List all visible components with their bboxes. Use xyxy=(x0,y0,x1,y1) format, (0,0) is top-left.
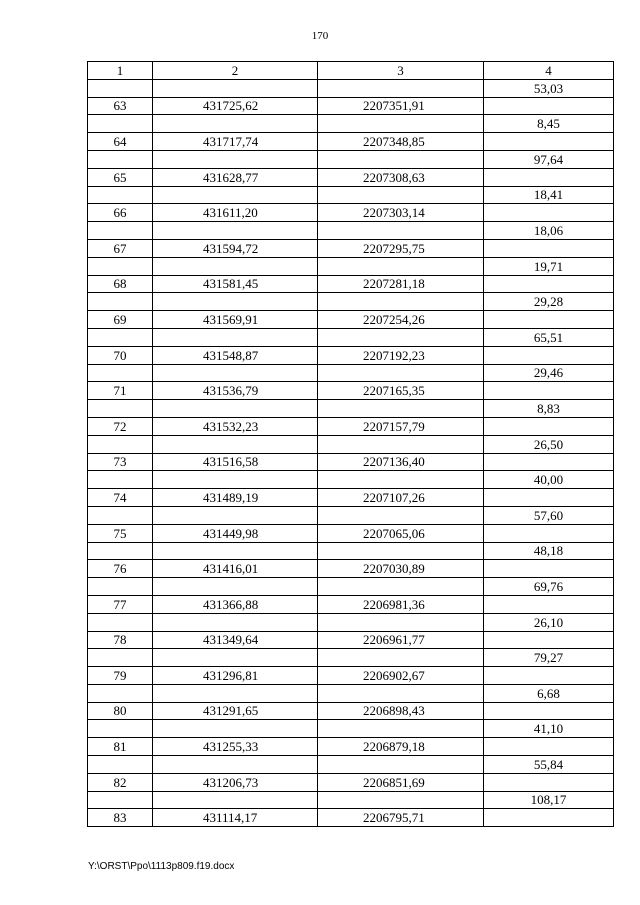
x-coordinate-cell: 431114,17 xyxy=(153,809,318,827)
y-coordinate-cell: 2206961,77 xyxy=(318,631,484,649)
point-number-cell xyxy=(88,364,153,382)
table-row xyxy=(88,293,614,311)
x-coordinate-cell: 431725,62 xyxy=(153,97,318,115)
distance-cell xyxy=(484,311,614,329)
y-coordinate-cell: 2206902,67 xyxy=(318,667,484,685)
distance-cell xyxy=(484,168,614,186)
table-row xyxy=(88,115,614,133)
y-coordinate-cell: 2207308,63 xyxy=(318,168,484,186)
point-number-cell: 70 xyxy=(88,346,153,364)
x-coordinate-cell: 431349,64 xyxy=(153,631,318,649)
point-number-cell: 75 xyxy=(88,524,153,542)
y-coordinate-cell xyxy=(318,756,484,774)
point-number-cell: 63 xyxy=(88,97,153,115)
x-coordinate-cell xyxy=(153,150,318,168)
table-row xyxy=(88,133,614,151)
x-coordinate-cell: 431516,58 xyxy=(153,453,318,471)
distance-cell: 41,10 xyxy=(484,720,614,738)
column-header-y: 3 xyxy=(318,62,484,80)
point-number-cell xyxy=(88,400,153,418)
y-coordinate-cell: 2206879,18 xyxy=(318,738,484,756)
distance-cell: 57,60 xyxy=(484,506,614,524)
table-row xyxy=(88,435,614,453)
table-row xyxy=(88,204,614,222)
x-coordinate-cell xyxy=(153,578,318,596)
table-row xyxy=(88,809,614,827)
y-coordinate-cell xyxy=(318,293,484,311)
distance-cell: 79,27 xyxy=(484,649,614,667)
x-coordinate-cell xyxy=(153,328,318,346)
distance-cell: 65,51 xyxy=(484,328,614,346)
y-coordinate-cell: 2207065,06 xyxy=(318,524,484,542)
point-number-cell xyxy=(88,471,153,489)
table-row xyxy=(88,791,614,809)
coordinates-table xyxy=(87,61,614,827)
x-coordinate-cell xyxy=(153,257,318,275)
y-coordinate-cell xyxy=(318,328,484,346)
y-coordinate-cell xyxy=(318,364,484,382)
distance-cell xyxy=(484,97,614,115)
point-number-cell xyxy=(88,79,153,97)
table-row xyxy=(88,631,614,649)
y-coordinate-cell: 2207165,35 xyxy=(318,382,484,400)
x-coordinate-cell xyxy=(153,720,318,738)
point-number-cell: 83 xyxy=(88,809,153,827)
x-coordinate-cell xyxy=(153,364,318,382)
table-row xyxy=(88,667,614,685)
distance-cell xyxy=(484,667,614,685)
y-coordinate-cell xyxy=(318,720,484,738)
point-number-cell: 78 xyxy=(88,631,153,649)
table-row xyxy=(88,222,614,240)
y-coordinate-cell xyxy=(318,435,484,453)
y-coordinate-cell xyxy=(318,400,484,418)
x-coordinate-cell xyxy=(153,115,318,133)
distance-cell xyxy=(484,204,614,222)
table-row xyxy=(88,702,614,720)
y-coordinate-cell: 2207157,79 xyxy=(318,417,484,435)
table-row xyxy=(88,400,614,418)
y-coordinate-cell: 2207348,85 xyxy=(318,133,484,151)
y-coordinate-cell xyxy=(318,222,484,240)
table-row xyxy=(88,79,614,97)
point-number-cell: 65 xyxy=(88,168,153,186)
point-number-cell: 67 xyxy=(88,239,153,257)
point-number-cell xyxy=(88,756,153,774)
x-coordinate-cell xyxy=(153,400,318,418)
distance-cell: 18,06 xyxy=(484,222,614,240)
x-coordinate-cell: 431536,79 xyxy=(153,382,318,400)
y-coordinate-cell: 2206898,43 xyxy=(318,702,484,720)
x-coordinate-cell xyxy=(153,79,318,97)
table-row xyxy=(88,453,614,471)
y-coordinate-cell xyxy=(318,613,484,631)
x-coordinate-cell: 431532,23 xyxy=(153,417,318,435)
y-coordinate-cell: 2207192,23 xyxy=(318,346,484,364)
distance-cell xyxy=(484,489,614,507)
y-coordinate-cell: 2207254,26 xyxy=(318,311,484,329)
x-coordinate-cell: 431569,91 xyxy=(153,311,318,329)
y-coordinate-cell xyxy=(318,542,484,560)
distance-cell: 108,17 xyxy=(484,791,614,809)
distance-cell: 69,76 xyxy=(484,578,614,596)
x-coordinate-cell xyxy=(153,791,318,809)
x-coordinate-cell: 431416,01 xyxy=(153,560,318,578)
table-row xyxy=(88,738,614,756)
y-coordinate-cell xyxy=(318,578,484,596)
distance-cell xyxy=(484,773,614,791)
y-coordinate-cell: 2206851,69 xyxy=(318,773,484,791)
x-coordinate-cell: 431366,88 xyxy=(153,595,318,613)
point-number-cell xyxy=(88,506,153,524)
x-coordinate-cell: 431628,77 xyxy=(153,168,318,186)
y-coordinate-cell xyxy=(318,150,484,168)
point-number-cell xyxy=(88,791,153,809)
table-row xyxy=(88,506,614,524)
distance-cell xyxy=(484,453,614,471)
point-number-cell: 71 xyxy=(88,382,153,400)
distance-cell xyxy=(484,631,614,649)
x-coordinate-cell: 431594,72 xyxy=(153,239,318,257)
table-row xyxy=(88,720,614,738)
point-number-cell: 80 xyxy=(88,702,153,720)
x-coordinate-cell xyxy=(153,471,318,489)
point-number-cell xyxy=(88,578,153,596)
distance-cell xyxy=(484,560,614,578)
x-coordinate-cell xyxy=(153,293,318,311)
table-row xyxy=(88,382,614,400)
table-row xyxy=(88,649,614,667)
table-row xyxy=(88,311,614,329)
x-coordinate-cell: 431489,19 xyxy=(153,489,318,507)
x-coordinate-cell: 431206,73 xyxy=(153,773,318,791)
distance-cell xyxy=(484,239,614,257)
x-coordinate-cell xyxy=(153,649,318,667)
point-number-cell xyxy=(88,257,153,275)
table-row xyxy=(88,275,614,293)
distance-cell: 8,45 xyxy=(484,115,614,133)
table-row xyxy=(88,417,614,435)
point-number-cell: 68 xyxy=(88,275,153,293)
y-coordinate-cell: 2207351,91 xyxy=(318,97,484,115)
y-coordinate-cell xyxy=(318,471,484,489)
y-coordinate-cell: 2207281,18 xyxy=(318,275,484,293)
y-coordinate-cell: 2207295,75 xyxy=(318,239,484,257)
distance-cell: 19,71 xyxy=(484,257,614,275)
table-row xyxy=(88,471,614,489)
distance-cell: 97,64 xyxy=(484,150,614,168)
distance-cell: 40,00 xyxy=(484,471,614,489)
distance-cell xyxy=(484,346,614,364)
distance-cell: 55,84 xyxy=(484,756,614,774)
x-coordinate-cell: 431548,87 xyxy=(153,346,318,364)
distance-cell: 26,10 xyxy=(484,613,614,631)
point-number-cell xyxy=(88,435,153,453)
y-coordinate-cell: 2207030,89 xyxy=(318,560,484,578)
y-coordinate-cell xyxy=(318,115,484,133)
distance-cell: 26,50 xyxy=(484,435,614,453)
x-coordinate-cell xyxy=(153,756,318,774)
point-number-cell: 79 xyxy=(88,667,153,685)
point-number-cell xyxy=(88,186,153,204)
distance-cell xyxy=(484,275,614,293)
x-coordinate-cell xyxy=(153,613,318,631)
y-coordinate-cell xyxy=(318,257,484,275)
y-coordinate-cell xyxy=(318,186,484,204)
distance-cell: 53,03 xyxy=(484,79,614,97)
point-number-cell xyxy=(88,328,153,346)
point-number-cell xyxy=(88,613,153,631)
table-row xyxy=(88,328,614,346)
point-number-cell xyxy=(88,542,153,560)
table-row xyxy=(88,542,614,560)
table-row xyxy=(88,595,614,613)
distance-cell: 8,83 xyxy=(484,400,614,418)
table-row xyxy=(88,560,614,578)
table-row xyxy=(88,239,614,257)
table-row xyxy=(88,186,614,204)
distance-cell xyxy=(484,382,614,400)
table-row xyxy=(88,168,614,186)
x-coordinate-cell: 431291,65 xyxy=(153,702,318,720)
distance-cell xyxy=(484,702,614,720)
x-coordinate-cell xyxy=(153,506,318,524)
table-row xyxy=(88,257,614,275)
column-header-x: 2 xyxy=(153,62,318,80)
x-coordinate-cell: 431296,81 xyxy=(153,667,318,685)
point-number-cell: 72 xyxy=(88,417,153,435)
point-number-cell: 73 xyxy=(88,453,153,471)
distance-cell: 48,18 xyxy=(484,542,614,560)
point-number-cell xyxy=(88,150,153,168)
y-coordinate-cell: 2206981,36 xyxy=(318,595,484,613)
point-number-cell: 74 xyxy=(88,489,153,507)
x-coordinate-cell xyxy=(153,186,318,204)
distance-cell xyxy=(484,417,614,435)
column-header-point: 1 xyxy=(88,62,153,80)
table-row xyxy=(88,756,614,774)
y-coordinate-cell: 2207303,14 xyxy=(318,204,484,222)
x-coordinate-cell xyxy=(153,542,318,560)
point-number-cell: 77 xyxy=(88,595,153,613)
file-path-footer: Y:\ORST\Ppo\1113p809.f19.docx xyxy=(88,861,235,872)
x-coordinate-cell xyxy=(153,435,318,453)
point-number-cell: 81 xyxy=(88,738,153,756)
point-number-cell xyxy=(88,649,153,667)
point-number-cell xyxy=(88,222,153,240)
y-coordinate-cell: 2207136,40 xyxy=(318,453,484,471)
distance-cell xyxy=(484,524,614,542)
table-row xyxy=(88,524,614,542)
y-coordinate-cell xyxy=(318,79,484,97)
y-coordinate-cell xyxy=(318,684,484,702)
point-number-cell xyxy=(88,720,153,738)
table-row xyxy=(88,578,614,596)
y-coordinate-cell: 2206795,71 xyxy=(318,809,484,827)
table-row xyxy=(88,150,614,168)
x-coordinate-cell: 431581,45 xyxy=(153,275,318,293)
x-coordinate-cell xyxy=(153,222,318,240)
x-coordinate-cell: 431449,98 xyxy=(153,524,318,542)
x-coordinate-cell: 431255,33 xyxy=(153,738,318,756)
table-header-row xyxy=(88,62,614,80)
table-row xyxy=(88,613,614,631)
distance-cell xyxy=(484,595,614,613)
point-number-cell xyxy=(88,293,153,311)
point-number-cell: 64 xyxy=(88,133,153,151)
distance-cell xyxy=(484,133,614,151)
y-coordinate-cell xyxy=(318,649,484,667)
distance-cell: 6,68 xyxy=(484,684,614,702)
y-coordinate-cell: 2207107,26 xyxy=(318,489,484,507)
distance-cell: 29,46 xyxy=(484,364,614,382)
x-coordinate-cell xyxy=(153,684,318,702)
distance-cell: 18,41 xyxy=(484,186,614,204)
x-coordinate-cell: 431611,20 xyxy=(153,204,318,222)
distance-cell: 29,28 xyxy=(484,293,614,311)
point-number-cell xyxy=(88,115,153,133)
column-header-distance: 4 xyxy=(484,62,614,80)
y-coordinate-cell xyxy=(318,791,484,809)
table-body xyxy=(88,79,614,826)
table-row xyxy=(88,684,614,702)
point-number-cell: 82 xyxy=(88,773,153,791)
y-coordinate-cell xyxy=(318,506,484,524)
point-number-cell xyxy=(88,684,153,702)
table-row xyxy=(88,489,614,507)
table-row xyxy=(88,346,614,364)
table-row xyxy=(88,364,614,382)
point-number-cell: 69 xyxy=(88,311,153,329)
x-coordinate-cell: 431717,74 xyxy=(153,133,318,151)
table-row xyxy=(88,773,614,791)
distance-cell xyxy=(484,738,614,756)
page-number: 170 xyxy=(311,30,329,42)
distance-cell xyxy=(484,809,614,827)
point-number-cell: 76 xyxy=(88,560,153,578)
point-number-cell: 66 xyxy=(88,204,153,222)
table-row xyxy=(88,97,614,115)
